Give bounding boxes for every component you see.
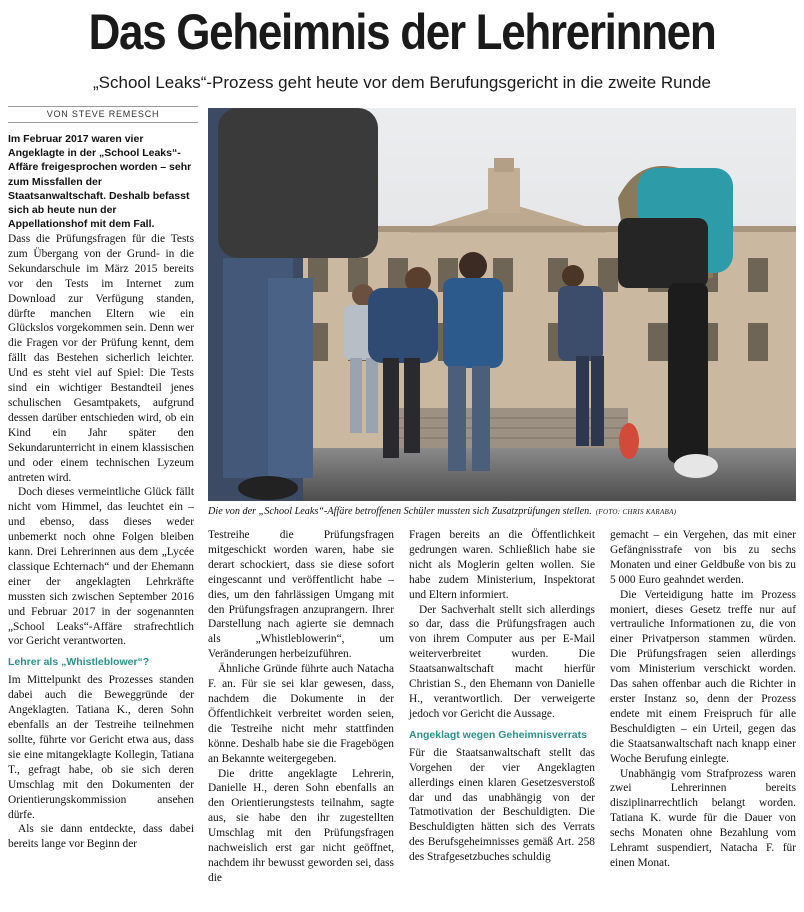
- paragraph: Unabhängig vom Strafprozess waren zwei Lehrerinnen bereits disziplinarrechtlich belangt worden. Tatiana K. wurde für die Dauer von sechs Monaten ohne Bezahlung vom Lehramt suspendiert, Natacha F. für einen Monat.: [610, 767, 796, 869]
- paragraph: Im Mittelpunkt des Prozesses standen dabei auch die Beweggründe der Angeklagten. Tatiana K., deren Sohn ebenfalls an der Testreihe teilnehmen sollte, führte vor Gericht etwa aus, dass sie eine mitangeklagte Kollegin, Tatiana T., gefragt habe, ob sie sich deren Umschlag mit den Dokumenten der Orientierungskommission ansehen dürfe.: [8, 674, 194, 821]
- paragraph: Fragen bereits an die Öffentlichkeit gedrungen waren. Schließlich habe sie nicht als Moglerin gelten wollen. Sie habe zudem Ministerium, Inspektorat und Eltern informiert.: [409, 529, 595, 601]
- photo-caption: [208, 505, 796, 519]
- article-column-4: [610, 528, 796, 871]
- paragraph: Für die Staatsanwaltschaft stellt das Vorgehen der vier Angeklagten allerdings einen klaren Gesetzesverstoß dar und das unabhängig von der Tatmotivation der Beschuldigten. Die Beschuldigten hätten sich des Verrats des Berufsgeheimnisses gemäß Art. 258 des Strafgesetzbuches schuldig: [409, 746, 595, 864]
- subheadline: „School Leaks“-Prozess geht heute vor dem Berufungsgericht in die zweite Runde: [92, 73, 711, 92]
- byline-rule-top: [8, 106, 198, 107]
- caption-text: Die von der „School Leaks“-Affäre betroffenen Schüler mussten sich Zusatzprüfungen stellen.: [208, 506, 592, 517]
- lead-paragraph: Im Februar 2017 waren vier Angeklagte in der „School Leaks“-Affäre freigesprochen worden – sehr zum Missfallen der Staatsanwaltschaft. Deshalb befasst sich ab heute nun der Appellationshof mit dem Fall.: [8, 133, 192, 231]
- paragraph: gemacht – ein Vergehen, das mit einer Gefängnisstrafe von bis zu sechs Monaten und einer Geldbuße von bis zu 5 000 Euro geahndet werden.: [610, 529, 796, 586]
- paragraph: Als sie dann entdeckte, dass dabei bereits lange vor Beginn der: [8, 823, 194, 851]
- photo-credit: (FOTO: CHRIS KARABA): [595, 508, 677, 516]
- paragraph: Doch dieses vermeintliche Glück fällt nicht vom Himmel, das leuchtet ein – und ebenso, dass dieses weder unbemerkt noch ohne Folgen bleiben kann. Drei Lehrerinnen aus dem „Lycée classique Echternach“ und der Ehemann einer der angeklagten Lehrkräfte mussten sich zwischen September 2016 und Februar 2017 in der sogenannten „School Leaks“-Affäre strafrechtlich vor Gericht verantworten.: [8, 486, 194, 648]
- byline: VON STEVE REMESCH: [46, 109, 160, 119]
- paragraph: Testreihe die Prüfungsfragen mitgeschickt worden waren, habe sie derart schockiert, dass sie diese sofort eingescannt und veröffentlicht habe – dies, um den fahrlässigen Umgang mit den Prüfungsfragen anzuprangern. Ihrer Darstellung nach agierte sie demnach als „Whistleblowerin“, um Veränderungen herbeizuführen.: [208, 529, 394, 661]
- paragraph: Die dritte angeklagte Lehrerin, Danielle H., deren Sohn ebenfalls an den Orientierungstests teilnahm, sagte aus, sie habe den ihr zugestellten Umschlag mit den Prüfungsfragen nachweislich erst gar nicht geöffnet, nachdem ihr bewusst geworden sei, dass die: [208, 767, 394, 884]
- article-photo: [208, 108, 796, 501]
- headline: Das Geheimnis der Lehrerinnen: [88, 4, 716, 60]
- section-heading: Lehrer als „Whistleblower“?: [8, 656, 150, 669]
- paragraph: Ähnliche Gründe führte auch Natacha F. an. Für sie sei klar gewesen, dass, nachdem die Dokumente in der Öffentlichkeit verbreitet worden seien, die Testreihe nicht mehr stattfinden könne. Deshalb habe sie die Fragebögen an Bekannte weitergegeben.: [208, 663, 394, 765]
- article-column-1: [8, 232, 194, 852]
- article-column-2: [208, 528, 394, 886]
- paragraph: Die Verteidigung hatte im Prozess moniert, dieses Gesetz treffe nur auf vertrauliche Informationen zu, die von einer Privatperson stammen würden. Die Prüfungsfragen seien allerdings vom Ministerium verschickt worden. Das sahen offenbar auch die Richter in erster Instanz so, denn der Prozess endete mit einem Freispruch für alle Beschuldigten – ein Urteil, gegen das die Staatsanwaltschaft nach knapp einer Woche Berufung einlegte.: [610, 588, 796, 765]
- byline-rule-bottom: [8, 122, 198, 123]
- paragraph: Der Sachverhalt stellt sich allerdings so dar, dass die Prüfungsfragen auch von ihrem Computer aus per E-Mail weiterverbreitet wurden. Die Staatsanwaltschaft macht hierfür Christian S., den Ehemann von Danielle H., verantwortlich. Der verweigerte jedoch vor Gericht die Aussage.: [409, 603, 595, 720]
- article-column-3: [409, 528, 595, 865]
- section-heading: Angeklagt wegen Geheimnisverrats: [409, 728, 587, 741]
- paragraph: Dass die Prüfungsfragen für die Tests zum Übergang von der Grund- in die Sekundarschule im März 2015 bereits vor den Tests im Internet zum Download zur Verfügung standen, dürfte manchen Eltern wie ein Glückslos vorgekommen sein. Denn wer die Fragen vor der Prüfung kennt, dem fällt das Bestehen sicherlich leichter. Und es steht viel auf Spiel: Die Tests sind ein wichtiger Bestandteil jenes schulischen Gesamtpakets, aufgrund dessen darüber entschieden wird, ob ein Kind ein Jahr später den Sekundarunterricht in einem klassischen und oder einem technischen Lyzeum antreten wird.: [8, 233, 194, 484]
